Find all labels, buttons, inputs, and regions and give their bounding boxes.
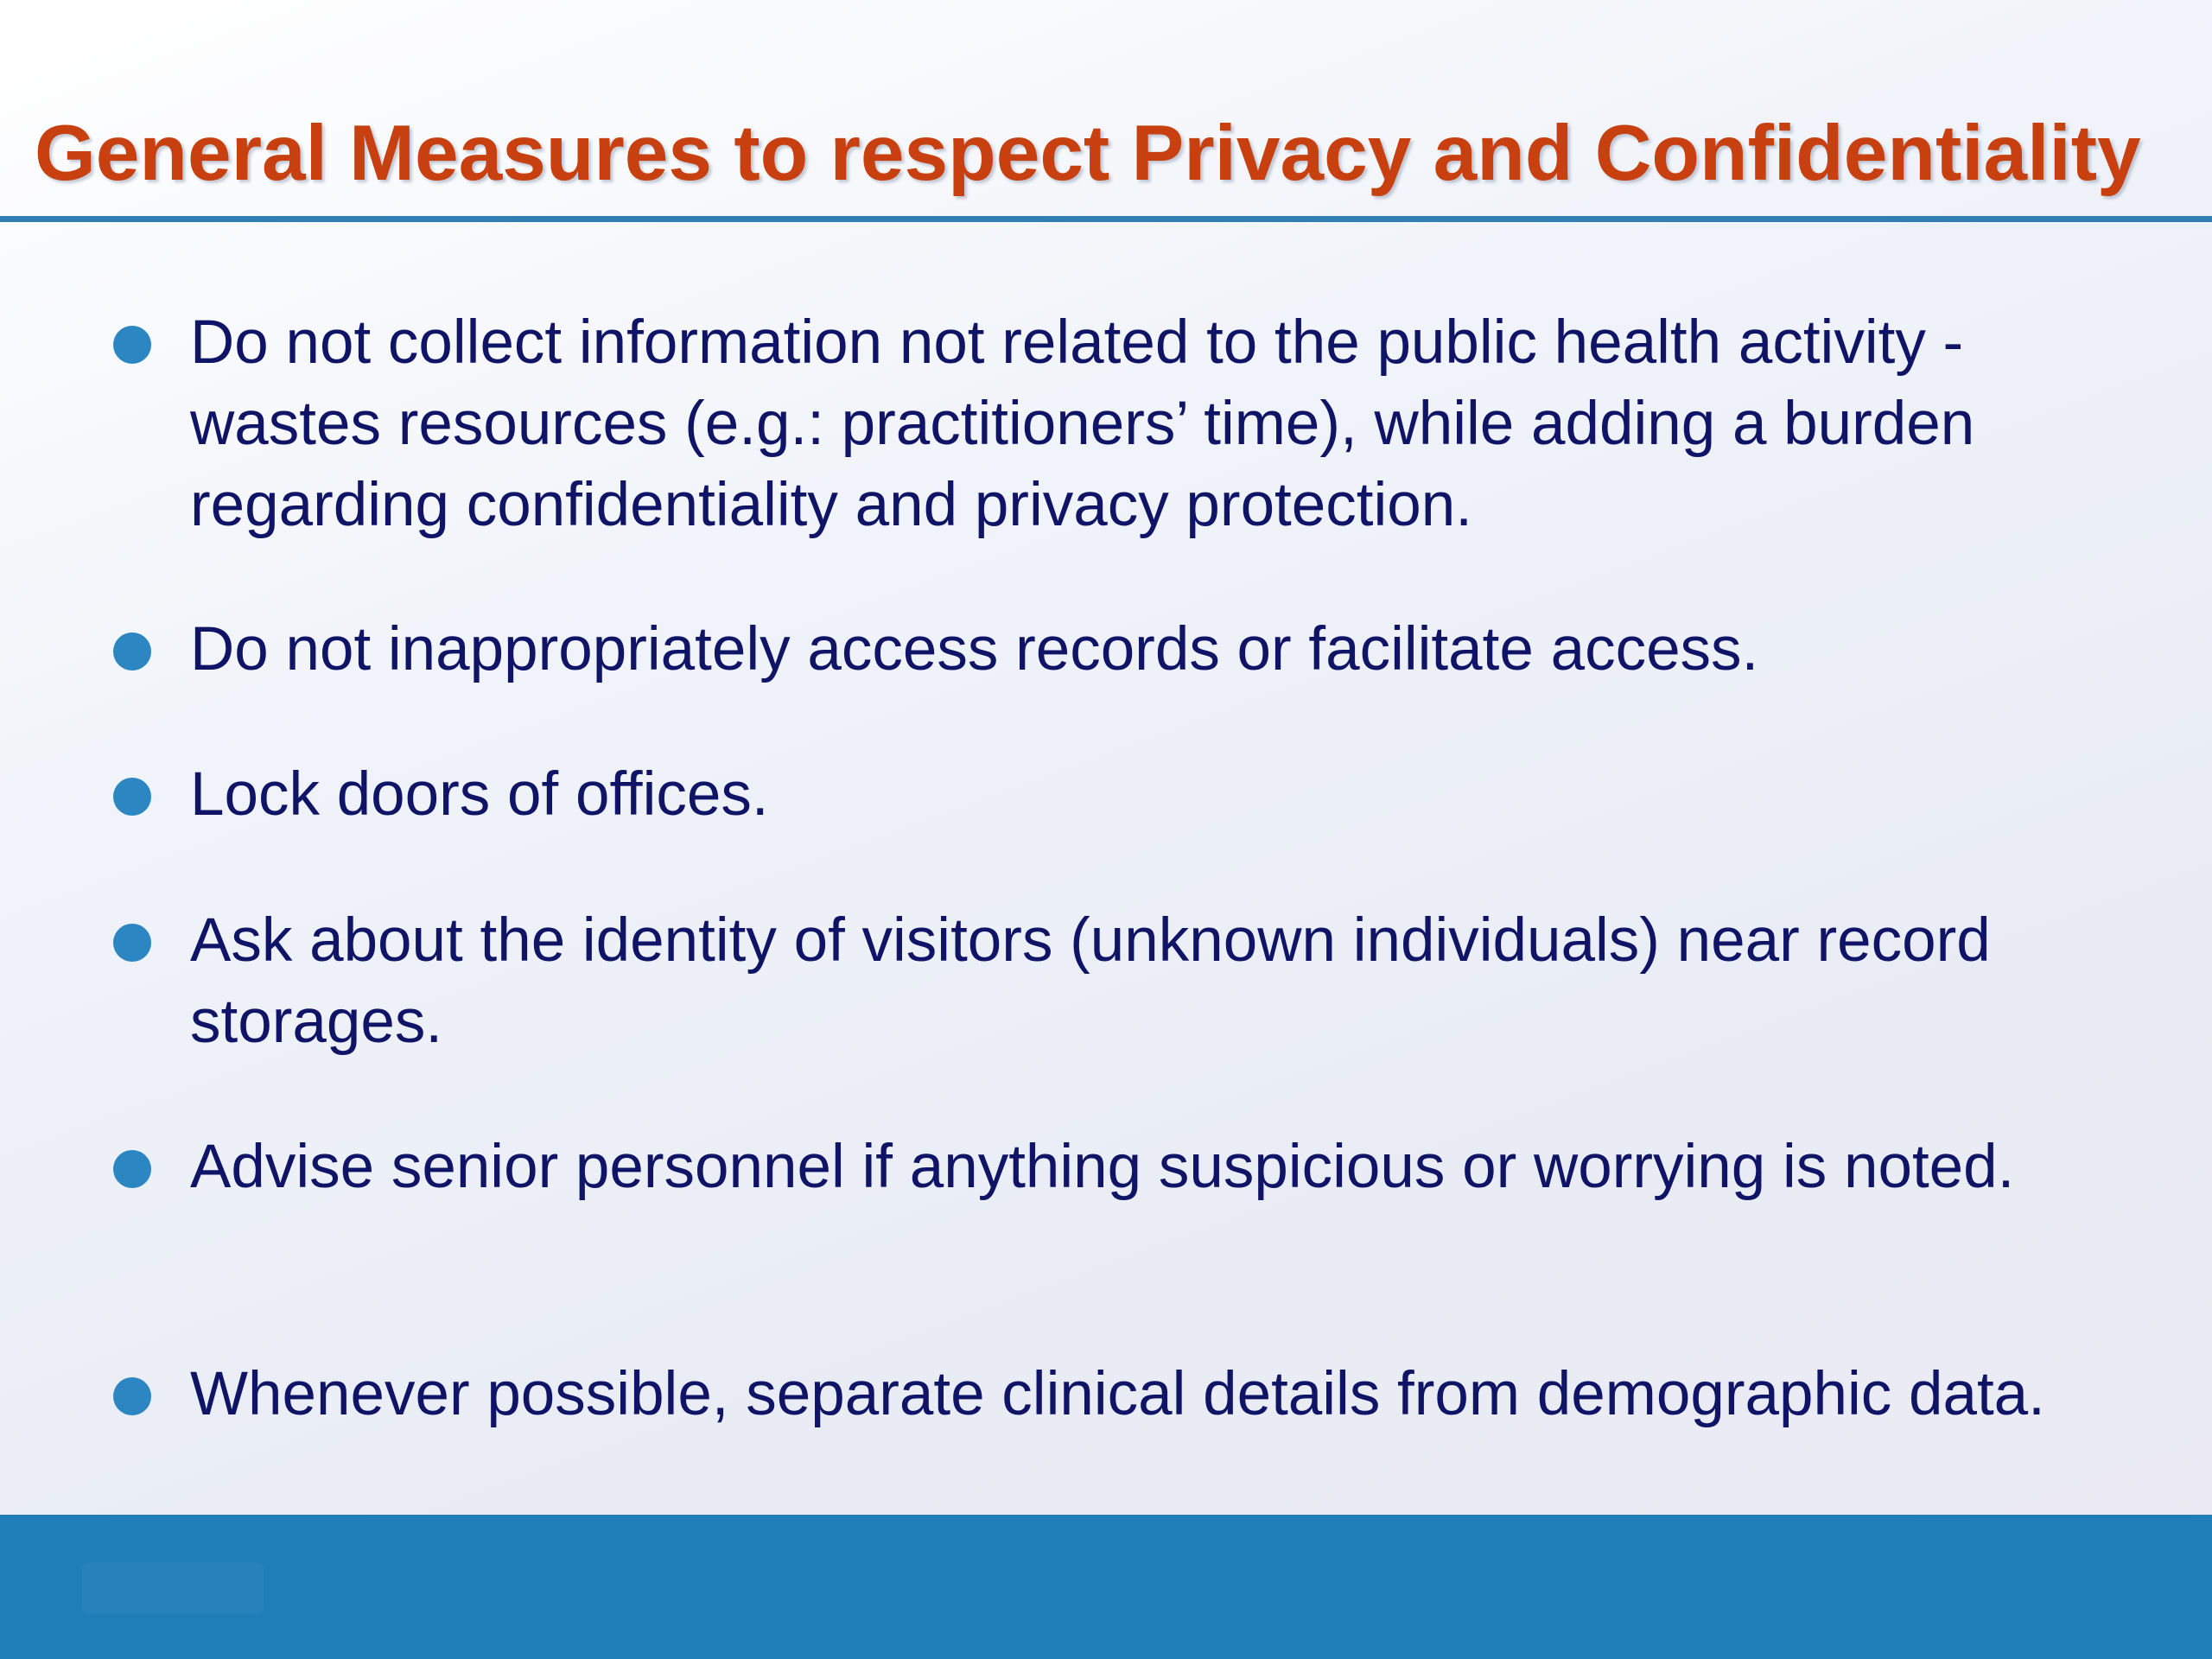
bullet-dot-icon bbox=[113, 1377, 151, 1415]
bullet-text: Lock doors of offices. bbox=[190, 760, 769, 829]
bullet-dot-icon bbox=[113, 326, 151, 364]
bullet-text: Do not collect information not related to the public health activity - wastes resources (e.g.: practitioners’ time), while adding a burden regarding confidentiality and privacy protection. bbox=[190, 308, 1975, 539]
footer-logo-placeholder bbox=[82, 1562, 264, 1614]
bullet-text: Do not inappropriately access records or facilitate access. bbox=[190, 615, 1759, 683]
slide-title: General Measures to respect Privacy and Confidentiality bbox=[35, 110, 2141, 197]
bullet-dot-icon bbox=[113, 778, 151, 816]
bullet-text: Whenever possible, separate clinical details from demographic data. bbox=[190, 1360, 2045, 1428]
bullet-dot-icon bbox=[113, 632, 151, 671]
bullet-dot-icon bbox=[113, 1150, 151, 1188]
bullet-text: Ask about the identity of visitors (unknown individuals) near record storages. bbox=[190, 906, 1991, 1056]
footer-band bbox=[0, 1515, 2212, 1659]
title-divider bbox=[0, 216, 2212, 222]
bullet-text: Advise senior personnel if anything suspicious or worrying is noted. bbox=[190, 1133, 2015, 1201]
bullet-dot-icon bbox=[113, 924, 151, 962]
